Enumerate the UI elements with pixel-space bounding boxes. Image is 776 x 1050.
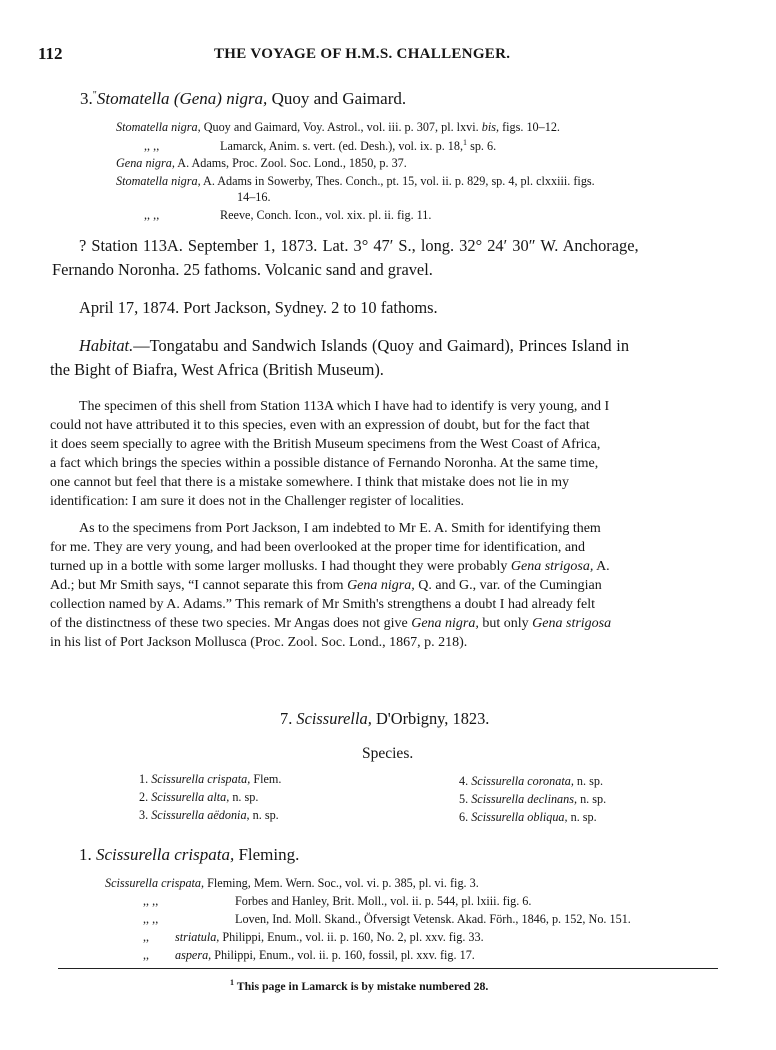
paragraph-line: in his list of Port Jackson Mollusca (Proc. Zool. Soc. Lond., 1867, p. 218). [50,635,468,650]
synonymy-line: Stomatella nigra, Quoy and Gaimard, Voy. Astrol., vol. iii. p. 307, pl. lxvi. bis, figs. 10–12. [116,120,560,134]
habitat-line: Habitat.—Tongatabu and Sandwich Islands (Quoy and Gaimard), Princes Island in [79,336,630,355]
species-list-item: 6. Scissurella obliqua, n. sp. [459,810,597,824]
running-title: THE VOYAGE OF H.M.S. CHALLENGER. [214,46,511,62]
paragraph-line: for me. They are very young, and had been overlooked at the proper time for identification, and [50,540,586,555]
footnote-rule [58,968,718,969]
habitat-label: Habitat. [79,336,134,355]
paragraph-line: Ad.; but Mr Smith says, “I cannot separate this from Gena nigra, Q. and G., var. of the Cumingian [50,578,602,593]
paragraph-line: of the distinctness of these two species. Mr Angas does not give Gena nigra, but only Gena strigosa [50,616,612,631]
paragraph-line: turned up in a bottle with some larger mollusks. I had thought they were probably Gena strigosa, A. [50,559,610,574]
habitat-line: the Bight of Biafra, West Africa (British Museum). [50,360,384,379]
paragraph-line: collection named by A. Adams.” This remark of Mr Smith's strengthens a doubt I had already felt [50,597,596,612]
station-line: ? Station 113A. September 1, 1873. Lat. 3° 47′ S., long. 32° 24′ 30″ W. Anchorage, [79,236,639,255]
entry-3-species: nigra, [226,89,268,108]
synonymy-line: ,, ,, Forbes and Hanley, Brit. Moll., vol. ii. p. 544, pl. lxiii. fig. 6. [143,894,532,908]
entry-3-authority: Quoy and Gaimard. [271,89,407,108]
paragraph-line: it does seem specially to agree with the British Museum specimens from the West Coast of Africa, [50,437,601,452]
entry-3-genus: Stomatella [96,89,170,108]
footnote: $^1$ This page in Lamarck is by mistake numbered 28. [230,978,489,993]
port-jackson-line: April 17, 1874. Port Jackson, Sydney. 2 to 10 fathoms. [79,298,438,317]
paragraph-line: a fact which brings the species within a possible distance of Fernando Noronha. At the same time, [50,456,599,471]
synonymy-line: ,, aspera, Philippi, Enum., vol. ii. p. 160, fossil, pl. xxv. fig. 17. [143,948,475,962]
species-list-item: 2. Scissurella alta, n. sp. [139,790,259,804]
synonymy-line: ,, striatula, Philippi, Enum., vol. ii. p. 160, No. 2, pl. xxv. fig. 33. [143,930,484,944]
paragraph-line: As to the specimens from Port Jackson, I am indebted to Mr E. A. Smith for identifying them [79,521,601,536]
synonymy-continuation: 14–16. [237,190,271,204]
page-number: 112 [38,44,63,63]
entry-3-subgenus: (Gena) [173,89,222,108]
paragraph-line: The specimen of this shell from Station 113A which I have had to identify is very young, and I [79,399,610,414]
paragraph-line: could not have attributed it to this species, even with an expression of doubt, but for the fact that [50,418,590,433]
species-list-item: 3. Scissurella aëdonia, n. sp. [139,808,279,822]
species-list-item: 4. Scissurella coronata, n. sp. [459,774,603,788]
synonymy-line: ,, ,, Loven, Ind. Moll. Skand., Öfversigt Vetensk. Akad. Förh., 1846, p. 152, No. 151. [143,912,631,926]
species-list-item: 1. Scissurella crispata, Flem. [139,772,282,786]
species-list-item: 5. Scissurella declinans, n. sp. [459,792,607,806]
paragraph-line: one cannot but feel that there is a mistake somewhere. I think that mistake does not lie in my [50,475,570,490]
entry-3-mark: " [92,90,97,101]
synonymy-line: ,, ,, Reeve, Conch. Icon., vol. xix. pl. ii. fig. 11. [144,208,432,222]
species-heading: Species. [362,745,414,762]
station-line: Fernando Noronha. 25 fathoms. Volcanic sand and gravel. [52,260,433,279]
synonymy-line: Gena nigra, A. Adams, Proc. Zool. Soc. Lond., 1850, p. 37. [116,156,407,170]
genus-heading: 7. Scissurella, D'Orbigny, 1823. [280,709,490,728]
synonymy-line: Stomatella nigra, A. Adams in Sowerby, Thes. Conch., pt. 15, vol. ii. p. 829, sp. 4, pl. clxxiii. figs. [116,174,595,188]
synonymy-line: Scissurella crispata, Fleming, Mem. Wern. Soc., vol. vi. p. 385, pl. vi. fig. 3. [105,876,479,890]
entry-1-title: 1. Scissurella crispata, Fleming. [79,845,300,864]
paragraph-line: identification: I am sure it does not in the Challenger register of localities. [50,494,465,509]
entry-3-title: 3."Stomatella (Gena) nigra, Quoy and Gaimard. [80,89,407,108]
synonymy-line: ,, ,, Lamarck, Anim. s. vert. (ed. Desh.), vol. ix. p. 18,$^1$ sp. 6. [144,138,497,154]
